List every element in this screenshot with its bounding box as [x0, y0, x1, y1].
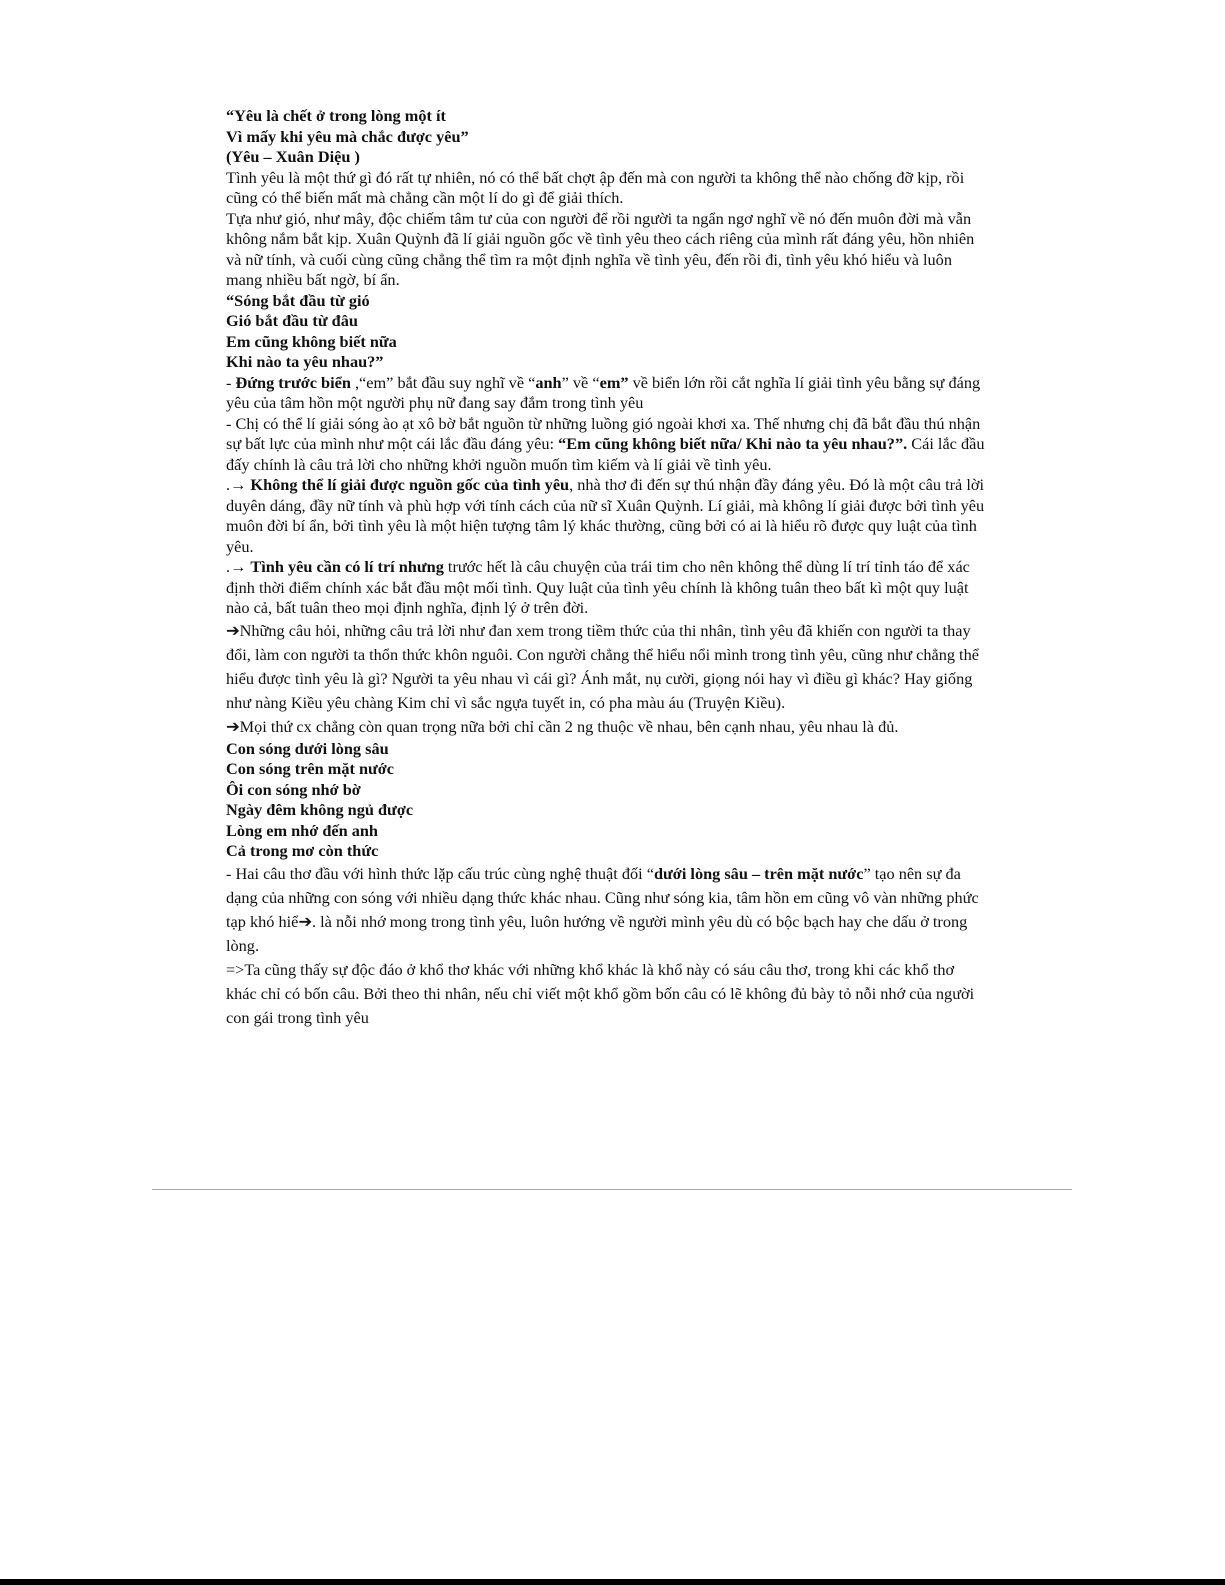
bold-text-run: Đứng trước biển [235, 372, 351, 392]
verse-line [226, 147, 986, 168]
text-run: Tình yêu là một thứ gì đó rất tự nhiên, nó có thể bất chợt ập đến mà con người ta không thể nào chống đỡ kịp, rồi cũng có thể biến mất mà chẳng cần một lí do gì để giải thích. [226, 167, 965, 207]
text-run: =>Ta cũng thấy sự độc đáo ở khổ thơ khác với những khổ khác là khổ này có sáu câu thơ, trong khi các khổ thơ khác chỉ có bốn câu. Bởi theo thi nhân, nếu chỉ viết một khổ gồm bốn câu có lẽ không đủ bày tỏ nỗi nhớ của người con gái trong tình yêu [226, 959, 975, 1027]
bold-text-run: Không thể lí giải được nguồn gốc của tình yêu [250, 475, 570, 494]
bold-text-run: Vì mấy khi yêu mà chắc được yêu” [226, 126, 469, 146]
verse-line [226, 739, 986, 760]
bottom-edge-strip [0, 1579, 1225, 1585]
text-run: ,“em” bắt đầu suy nghĩ về “ [350, 372, 536, 392]
paragraph [226, 475, 986, 557]
verse-line [226, 311, 986, 332]
bold-text-run: “Yêu là chết ở trong lòng một ít [226, 106, 446, 125]
verse-line [226, 800, 986, 821]
verse-line [226, 291, 986, 312]
verse-line [226, 127, 986, 148]
text-run: .→ [226, 475, 251, 494]
text-run: ” tạo nên sự đa dạng của những con sóng với nhiều dạng thức khác nhau. Cũng như sóng kia, tâm hồn em cũng vô vàn những phức tạp khó hiể➔. là nỗi nhớ mong trong tình yêu, luôn hướng về người mình yêu dù có bộc bạch hay che dấu ở trong lòng. [226, 863, 979, 955]
bold-text-run: Con sóng dưới lòng sâu [226, 738, 389, 758]
verse-line [226, 352, 986, 373]
bold-text-run: dưới lòng sâu – trên mặt nước [653, 863, 864, 883]
verse-line [226, 759, 986, 780]
text-run: Tựa như gió, như mây, độc chiếm tâm tư của con người để rồi người ta ngẩn ngơ nghĩ về nó đến muôn đời mà vẫn không nắm bắt kịp. Xuân Quỳnh đã lí giải nguồn gốc về tình yêu theo cách riêng của mình rất đáng yêu, hồn nhiên và nữ tính, và cuối cùng cũng chẳng thể tìm ra một định nghĩa về tình yêu, đến rồi đi, tình yêu khó hiểu và luôn mang nhiều bất ngờ, bí ẩn. [226, 208, 975, 289]
paragraph [226, 862, 986, 958]
bold-text-run: Lòng em nhớ đến anh [226, 820, 378, 840]
bold-text-run: Cả trong mơ còn thức [226, 841, 379, 860]
document-body [226, 106, 986, 1030]
paragraph [226, 414, 986, 476]
paragraph [226, 715, 986, 739]
bold-text-run: (Yêu – Xuân Diệu ) [226, 147, 360, 166]
verse-line [226, 841, 986, 862]
page-divider [152, 1189, 1072, 1190]
bold-text-run: Con sóng trên mặt nước [226, 759, 395, 778]
text-run: ” về “ [561, 372, 600, 392]
bold-text-run: “Em cũng không biết nữa/ Khi nào ta yêu nhau?”. [558, 434, 908, 453]
text-run: trước hết là câu chuyện của trái tim cho nên không thể dùng lí trí tỉnh táo để xác định thời điểm chính xác bắt đầu một mối tình. Quy luật của tình yêu chính là không tuân theo bất kì một quy luật nào cả, bất tuân theo mọi định nghĩa, định lý ở trên đời. [226, 557, 970, 617]
text-run: ➔Mọi thứ cx chẳng còn quan trọng nữa bởi chỉ cần 2 ng thuộc về nhau, bên cạnh nhau, yêu nhau là đủ. [226, 716, 899, 736]
verse-line [226, 780, 986, 801]
paragraph [226, 958, 986, 1030]
paragraph [226, 557, 986, 619]
verse-line [226, 332, 986, 353]
text-run: - Chị có thể lí giải sóng ào ạt xô bờ bắt nguồn từ những luồng gió ngoài khơi xa. Thế nhưng chị đã bắt đầu thú nhận sự bất lực của mình như một cái lắc đầu đáng yêu: [226, 413, 981, 453]
bold-text-run: Tình yêu cần có lí trí nhưng [250, 557, 444, 576]
bold-text-run: Em cũng không biết nữa [226, 331, 397, 351]
text-run: .→ [226, 557, 251, 576]
bold-text-run: Ngày đêm không ngủ được [226, 800, 414, 819]
bold-text-run: Ôi con sóng nhớ bờ [226, 779, 361, 799]
verse-line [226, 821, 986, 842]
paragraph [226, 209, 986, 291]
bold-text-run: Khi nào ta yêu nhau?” [226, 352, 384, 371]
paragraph [226, 619, 986, 715]
bold-text-run: “Sóng bắt đầu từ gió [226, 290, 370, 310]
bold-text-run: em” [599, 372, 629, 392]
bold-text-run: Gió bắt đầu từ đâu [226, 311, 358, 330]
text-run: - Hai câu thơ đầu với hình thức lặp cấu trúc cùng nghệ thuật đối “ [226, 863, 654, 883]
text-run: ➔Những câu hỏi, những câu trả lời như đan xem trong tiềm thức của thi nhân, tình yêu đã khiến con người ta thay đổi, làm con người ta thổn thức khôn nguôi. Con người chẳng thể hiểu nổi mình trong tình yêu, cũng như chẳng thể hiểu được tình yêu là gì? Người ta yêu nhau vì cái gì? Ánh mắt, nụ cười, giọng nói hay vì điều gì khác? Hay giống như nàng Kiều yêu chàng Kim chỉ vì sắc ngựa tuyết in, có pha màu áu (Truyện Kiều). [226, 620, 979, 712]
text-run: , nhà thơ đi đến sự thú nhận đầy đáng yêu. Đó là một câu trả lời duyên dáng, đầy nữ tính và phù hợp với tính cách của nữ sĩ Xuân Quỳnh. Lí giải, mà không lí giải được bởi tình yêu muôn đời bí ẩn, bởi tình yêu là một hiện tượng tâm lý khác thường, cũng bởi có ai là hiểu rõ được quy luật của tình yêu. [226, 475, 985, 556]
bold-text-run: anh [535, 372, 562, 392]
paragraph [226, 168, 986, 209]
verse-line [226, 106, 986, 127]
text-run: Cái lắc đầu đấy chính là câu trả lời cho những khởi nguồn muốn tìm kiếm và lí giải về tình yêu. [226, 434, 985, 474]
paragraph [226, 373, 986, 414]
text-run: về biển lớn rồi cắt nghĩa lí giải tình yêu bằng sự đáng yêu của tâm hồn một người phụ nữ đang say đắm trong tình yêu [226, 372, 981, 412]
text-run: - [226, 372, 236, 392]
